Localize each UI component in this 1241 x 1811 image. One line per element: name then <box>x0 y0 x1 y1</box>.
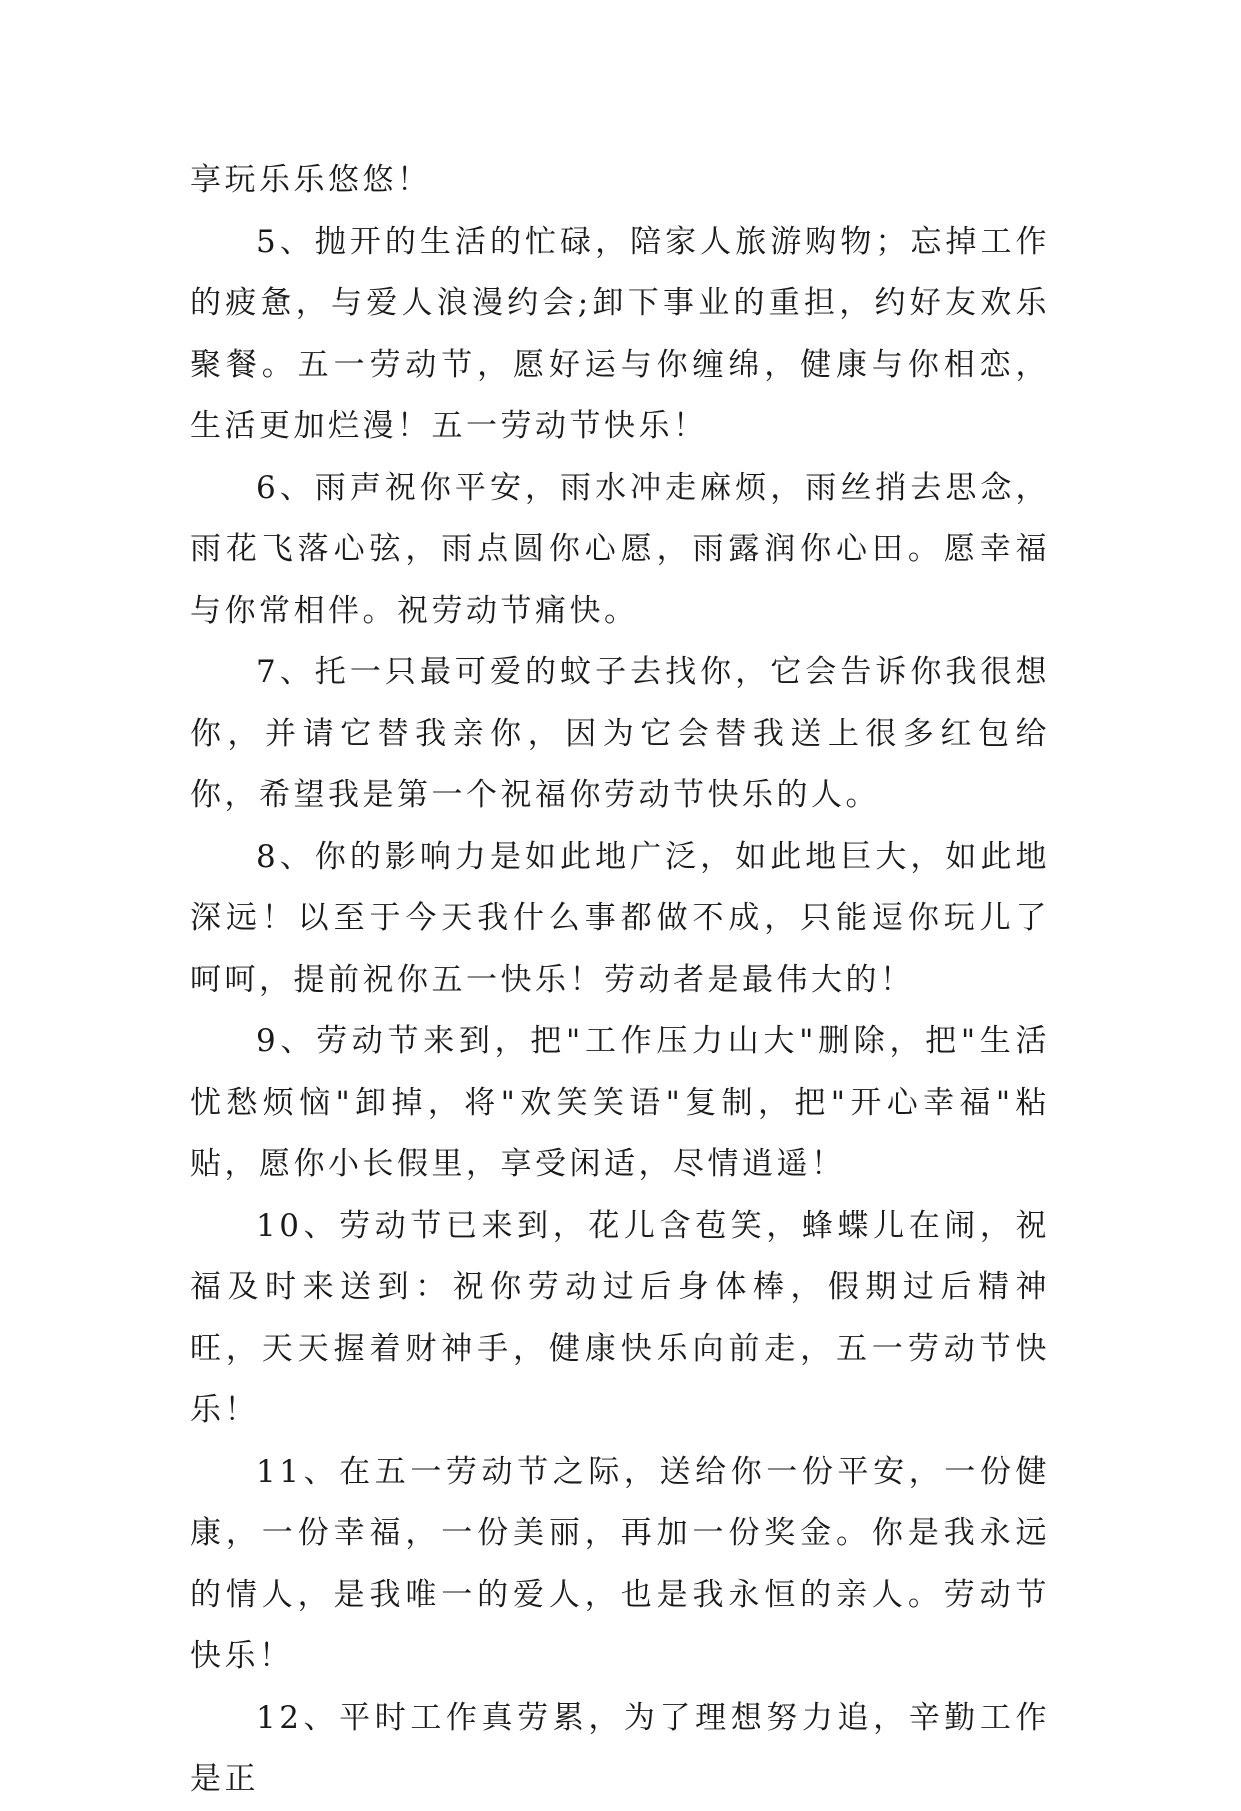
paragraph-item-7: 7、托一只最可爱的蚊子去找你，它会告诉你我很想你，并请它替我亲你，因为它会替我送上很多红包给你，希望我是第一个祝福你劳动节快乐的人。 <box>190 654 1050 813</box>
paragraph-item-11: 11、在五一劳动节之际，送给你一份平安，一份健康，一份幸福，一份美丽，再加一份奖金。你是我永远的情人，是我唯一的爱人，也是我永恒的亲人。劳动节快乐！ <box>190 1453 1050 1674</box>
paragraph-item-5: 5、抛开的生活的忙碌，陪家人旅游购物；忘掉工作的疲惫，与爱人浪漫约会;卸下事业的重担，约好友欢乐聚餐。五一劳动节，愿好运与你缠绵，健康与你相恋，生活更加烂漫！五一劳动节快乐！ <box>190 223 1050 444</box>
document-body <box>190 150 1050 1811</box>
paragraph-item-6: 6、雨声祝你平安，雨水冲走麻烦，雨丝捎去思念，雨花飞落心弦，雨点圆你心愿，雨露润你心田。愿幸福与你常相伴。祝劳动节痛快。 <box>190 469 1050 629</box>
paragraph-item-8: 8、你的影响力是如此地广泛，如此地巨大，如此地深远！以至于今天我什么事都做不成，只能逗你玩儿了呵呵，提前祝你五一快乐！劳动者是最伟大的！ <box>190 838 1050 998</box>
paragraph-item-9: 9、劳动节来到，把"工作压力山大"删除，把"生活忧愁烦恼"卸掉，将"欢笑笑语"复制，把"开心幸福"粘贴，愿你小长假里，享受闲适，尽情逍遥！ <box>190 1023 1050 1182</box>
paragraph-continuation: 享玩乐乐悠悠！ <box>190 162 432 198</box>
paragraph-item-12: 12、平时工作真劳累，为了理想努力追，辛勤工作是正 <box>190 1699 1050 1797</box>
paragraph-item-10: 10、劳动节已来到，花儿含苞笑，蜂蝶儿在闹，祝福及时来送到：祝你劳动过后身体棒，假期过后精神旺，天天握着财神手，健康快乐向前走，五一劳动节快乐！ <box>190 1207 1050 1428</box>
